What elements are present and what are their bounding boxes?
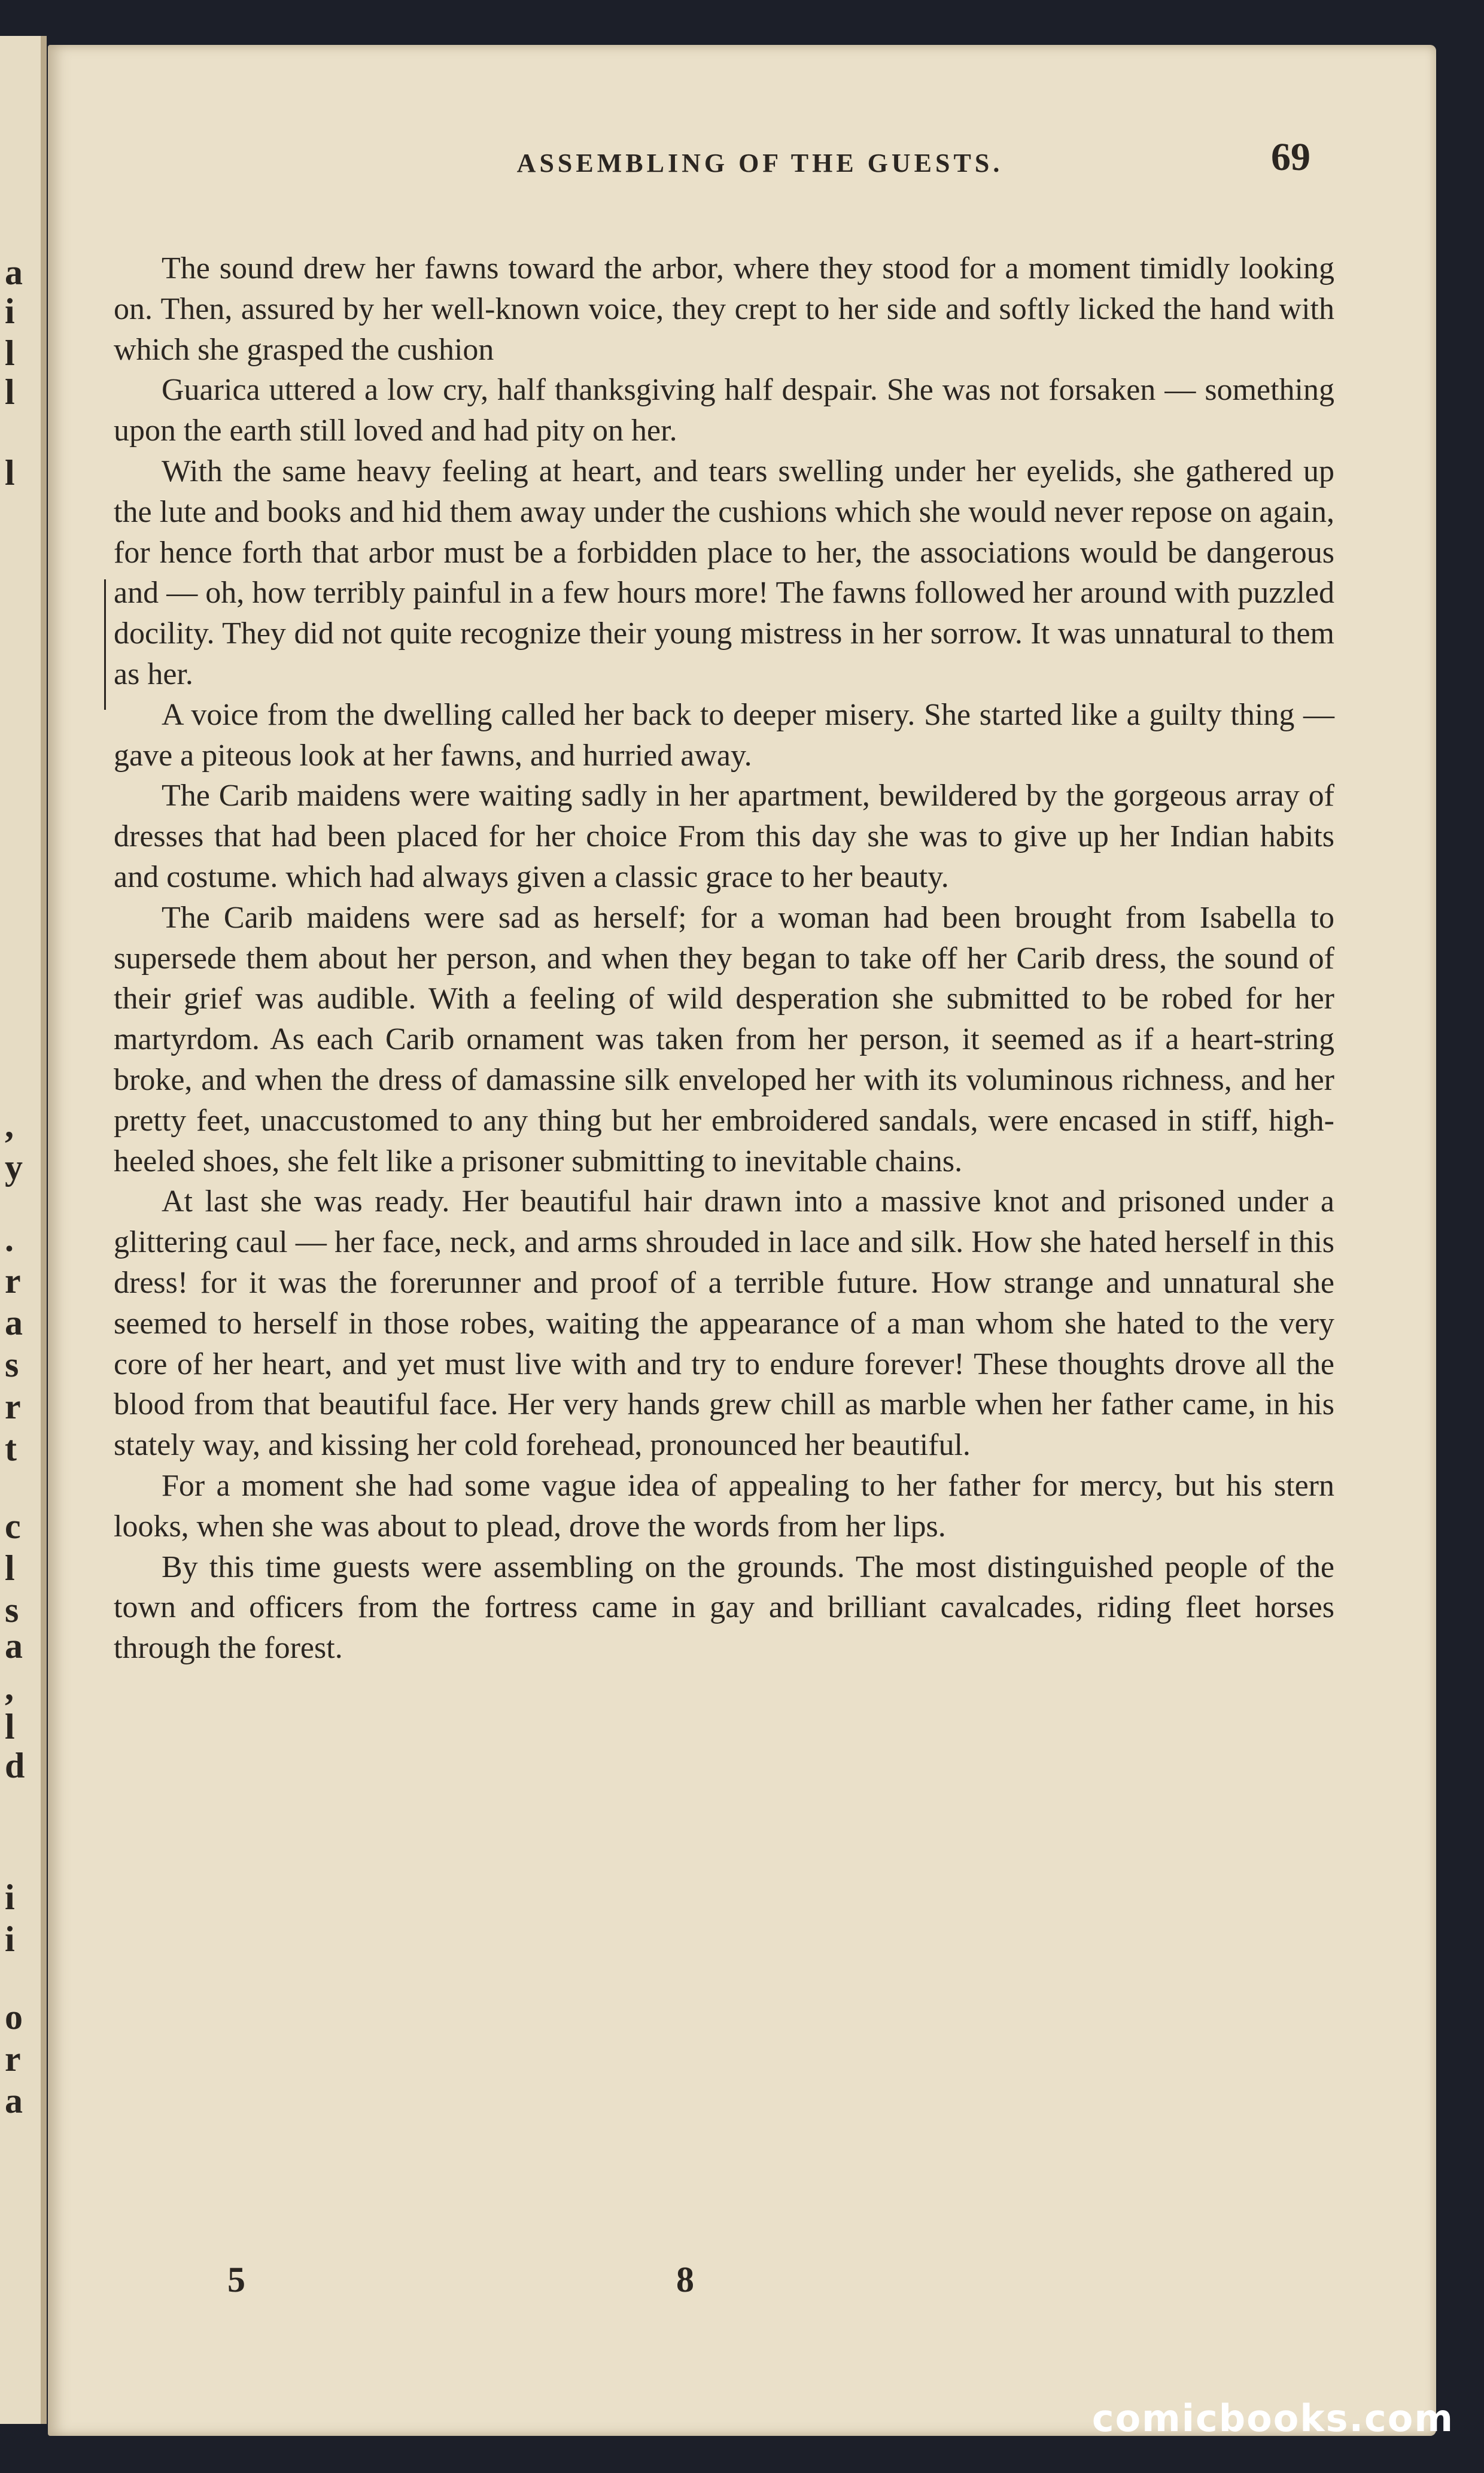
watermark-logo: comicbooks.com (1091, 2396, 1454, 2440)
sliver-char: . (5, 1219, 14, 1259)
sliver-char: l (5, 1707, 15, 1746)
sliver-char: i (5, 1919, 15, 1959)
paragraph: The sound drew her fawns toward the arbor, where they stood for a moment timidly looking on. Then, assured by her well-known voice, they crept to her side and softly licked the hand with which she grasped the cushion (114, 251, 1334, 367)
signature-center: 8 (676, 2260, 694, 2299)
chapter-running-title: ASSEMBLING OF THE GUESTS. (516, 148, 1003, 178)
signature-left: 5 (227, 2260, 245, 2299)
sliver-char: l (5, 372, 15, 412)
sliver-char: c (5, 1506, 21, 1546)
paragraph: A voice from the dwelling called her back to deeper misery. She started like a guilty thing — gave a piteous look at her fawns, and hurried away. (114, 697, 1334, 773)
page-number: 69 (1271, 135, 1310, 179)
sliver-char: l (5, 453, 15, 493)
running-head (48, 135, 1436, 183)
sliver-char: y (5, 1147, 23, 1187)
margin-bracket-mark (104, 579, 112, 710)
sliver-char: l (5, 1548, 15, 1588)
sliver-char: , (5, 1105, 14, 1145)
body-text (114, 248, 1334, 1669)
adjacent-page-edge (0, 36, 47, 2424)
sliver-char: d (5, 1746, 25, 1785)
paragraph: At last she was ready. Her beautiful hair drawn into a massive knot and prisoned under a glittering caul — her face, neck, and arms shrouded in lace and silk. How she hated herself in this dress! for it was the forerunner and proof of a terrible future. How strange and unnatural she seemed to herself in those robes, waiting the appearance of a man whom she hated to the very core of her heart, and yet must live with and try to endure forever! These thoughts drove all the blood from that beautiful face. Her very hands grew chill as marble when her father came, in his stately way, and kissing her cold forehead, pronounced her beautiful. (114, 1184, 1334, 1463)
paragraph: Guarica uttered a low cry, half thanksgiving half despair. She was not forsaken — something upon the earth still loved and had pity on her. (114, 373, 1334, 448)
paragraph: The Carib maidens were sad as herself; for a woman had been brought from Isabella to supersede them about her person, and when they began to take off her Carib dress, the sound of their grief was audible. With a feeling of wild desperation she submitted to be robed for her martyrdom. As each Carib ornament was taken from her person, it seemed as if a heart-string broke, and when the dress of damassine silk enveloped her with its voluminous richness, and her pretty feet, unaccustomed to any thing but her embroidered sandals, were encased in stiff, high-heeled shoes, she felt like a prisoner submitting to inevitable chains. (114, 900, 1334, 1178)
sliver-char: t (5, 1429, 17, 1468)
book-page (48, 45, 1436, 2436)
sliver-char: , (5, 1668, 14, 1708)
sliver-char: s (5, 1345, 19, 1384)
sliver-char: a (5, 2081, 23, 2120)
sliver-char: r (5, 1387, 21, 1426)
sliver-char: a (5, 1303, 23, 1342)
sliver-char: r (5, 1261, 21, 1301)
paragraph: With the same heavy feeling at heart, and tears swelling under her eyelids, she gathered up the lute and books and hid them away under the cushions which she would never repose on again, for hence forth that arbor must be a forbidden place to her, the associations would be dangerous and — oh, how terribly painful in a few hours more! The fawns followed her around with puzzled docility. They did not quite recognize their young mistress in her sorrow. It was unnatural to them as her. (114, 454, 1334, 691)
paragraph: For a moment she had some vague idea of appealing to her father for mercy, but his stern looks, when she was about to plead, drove the words from her lips. (114, 1468, 1334, 1544)
signature-marks (48, 2259, 1436, 2307)
paragraph: The Carib maidens were waiting sadly in her apartment, bewildered by the gorgeous array of dresses that had been placed for her choice From this day she was to give up her Indian habits and costume. which had always given a classic grace to her beauty. (114, 779, 1334, 894)
sliver-char: l (5, 333, 15, 373)
sliver-char: i (5, 1877, 15, 1917)
paragraph: By this time guests were assembling on the grounds. The most distinguished people of the town and officers from the fortress came in gay and brilliant cavalcades, riding fleet horses through the forest. (114, 1550, 1334, 1666)
sliver-char: r (5, 2039, 21, 2079)
sliver-char: o (5, 1997, 23, 2037)
sliver-char: a (5, 1626, 23, 1666)
sliver-char: a (5, 253, 23, 292)
sliver-char: s (5, 1590, 19, 1630)
sliver-char: i (5, 291, 15, 331)
